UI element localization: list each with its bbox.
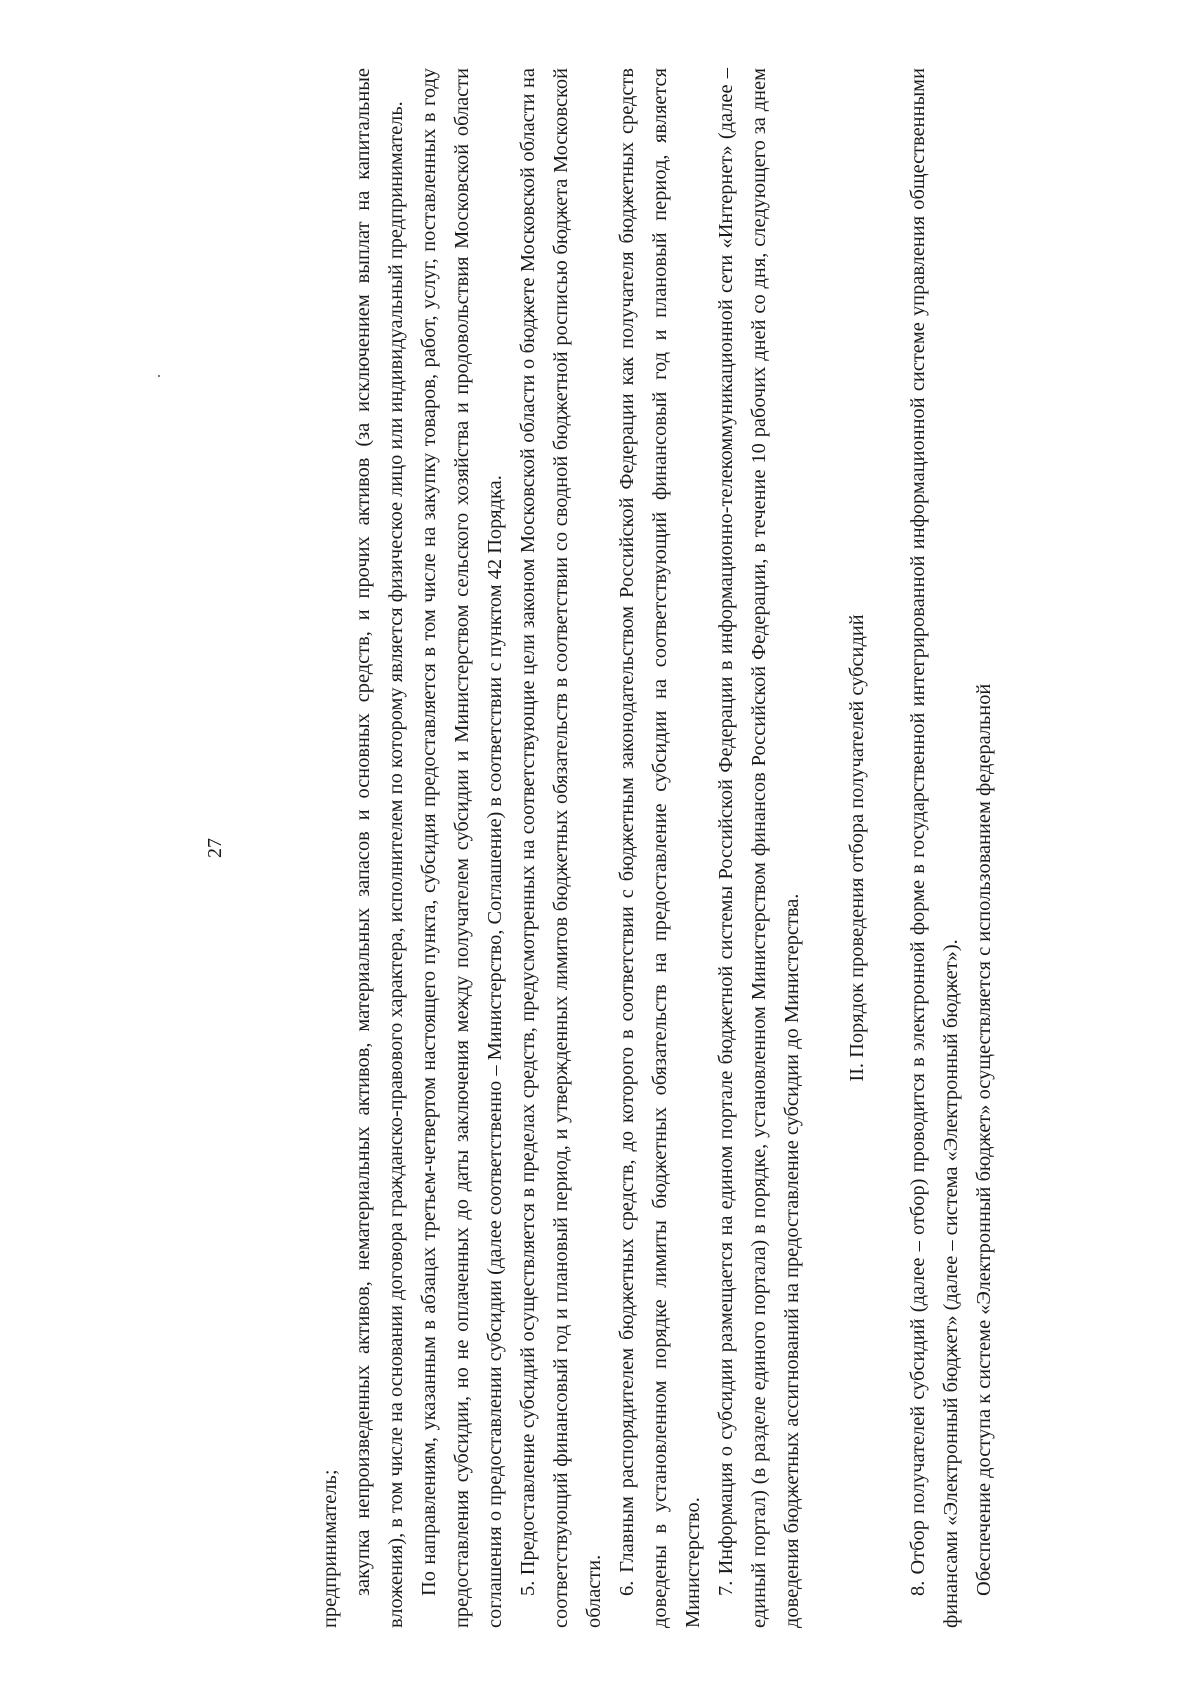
paragraph-access: Обеспечение доступа к системе «Электронный бюджет» осуществляется с использованием федеральной [973, 683, 995, 1596]
paragraph-item-7: 7. Информация о субсидии размещается на едином портале бюджетной системы Российской Федерации в информационно-телекоммуникационной сети «Интернет» (далее – единый портал) (в разделе единого портала) в порядке, установленном Министерством финансов Российской Федерации, в течение 10 рабочих дней со дня, следующего за днем доведения бюджетных ассигнований на предоставление субсидии до Министерства. [715, 68, 803, 1628]
page-number: 27 [204, 838, 226, 858]
rotated-document-body [199, 68, 1001, 1628]
paragraph-directions: По направлениям, указанным в абзацах третьем-четвертом настоящего пункта, субсидия предоставляется в том числе на закупку товаров, работ, услуг, поставленных в году предоставления субсидии, но не оплаченных до даты заключения между получателем субсидии и Министерством сельского хозяйства и продовольствия Московской области соглашения о предоставлении субсидии (далее соответственно – Министерство, Соглашение) в соответствии с пунктом 42 Порядка. [418, 68, 506, 1628]
paragraph-item-8: 8. Отбор получателей субсидий (далее – отбор) проводится в электронной форме в государственной интегрированной информационной системе управления общественными финансами «Электронный бюджет» (далее – система «Электронный бюджет»). [907, 68, 962, 1628]
paragraph-purchase-assets: закупка непроизведенных активов, нематериальных активов, материальных запасов и основных средств, и прочих активов (за исключением выплат на капитальные вложения), в том числе на основании договора гражданско-правового характера, исполнителем по которому является физическое лицо или индивидуальный предприниматель. [352, 68, 407, 1628]
scan-speck [158, 375, 160, 377]
paragraph-item-6: 6. Главным распорядителем бюджетных средств, до которого в соответствии с бюджетным законодательством Российской Федерации как получателя бюджетных средств доведены в установленном порядке лимиты бюджетных обязательств на предоставление субсидии на соответствующий финансовый год и плановый период, является Министерство. [616, 68, 704, 1628]
paragraph-continuation: предприниматель; [319, 1469, 341, 1628]
paragraph-item-5: 5. Предоставление субсидий осуществляется в пределах средств, предусмотренных на соответствующие цели законом Московской области о бюджете Московской области на соответствующий финансовый год и плановый период, и утвержденных лимитов бюджетных обязательств в соответствии со сводной бюджетной росписью бюджета Московской области. [517, 68, 605, 1628]
section-heading: II. Порядок проведения отбора получателей субсидий [846, 614, 868, 1082]
